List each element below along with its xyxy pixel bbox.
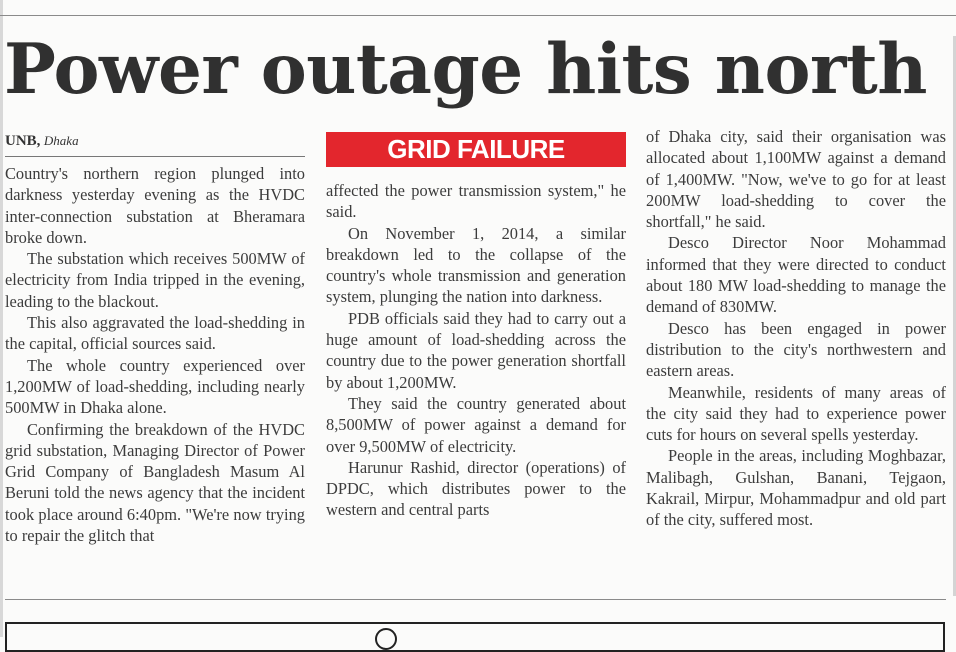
paragraph: Confirming the breakdown of the HVDC grid substation, Managing Director of Power Grid Company of Bangladesh Masum Al Beruni told the news agency that the incident took place around 6:40pm. "We're now trying to repair the glitch that xyxy=(5,419,305,546)
page-left-edge xyxy=(0,0,3,637)
bottom-rule xyxy=(5,599,946,600)
byline xyxy=(5,131,305,152)
paragraph: PDB officials said they had to carry out a huge amount of load-shedding across the country due to the power generation shortfall by about 1,200MW. xyxy=(326,308,626,392)
paragraph: of Dhaka city, said their organisation was allocated about 1,100MW against a demand of 1,400MW. "Now, we've to go for at least 200MW load-shedding to cover the shortfall," he said. xyxy=(646,127,946,232)
byline-city: Dhaka xyxy=(43,133,79,148)
paragraph: This also aggravated the load-shedding in the capital, official sources said. xyxy=(5,313,305,354)
circle-mark-icon xyxy=(375,628,397,650)
paragraph: People in the areas, including Moghbazar, Malibagh, Gulshan, Banani, Tejgaon, Kakrail, Mirpur, Mohammadpur and old part of the city, suffered most. xyxy=(646,446,946,530)
paragraph: Desco Director Noor Mohammad informed that they were directed to conduct about 180 MW load-shedding to manage the demand of 830MW. xyxy=(646,233,946,317)
article-column-3 xyxy=(646,126,946,531)
byline-agency: UNB, xyxy=(5,133,41,149)
paragraph: Meanwhile, residents of many areas of the city said they had to experience power cuts for hours on several spells yesterday. xyxy=(646,382,946,445)
paragraph: Harunur Rashid, director (operations) of DPDC, which distributes power to the western and central parts xyxy=(326,457,626,520)
article-column-1 xyxy=(5,163,305,546)
paragraph: affected the power transmission system," he said. xyxy=(326,181,626,222)
headline: Power outage hits north xyxy=(4,29,927,110)
paragraph: Country's northern region plunged into darkness yesterday evening as the HVDC inter-connection substation at Bheramara broke down. xyxy=(5,164,305,247)
article-column-2 xyxy=(326,180,626,521)
paragraph: Desco has been engaged in power distribution to the city's northwestern and eastern areas. xyxy=(646,318,946,381)
byline-rule xyxy=(5,156,305,157)
next-article-box xyxy=(5,622,945,652)
kicker-label: GRID FAILURE xyxy=(326,132,626,167)
paragraph: On November 1, 2014, a similar breakdown led to the collapse of the country's whole transmission and generation system, plunging the nation into darkness. xyxy=(326,223,626,307)
paragraph: The whole country experienced over 1,200MW of load-shedding, including nearly 500MW in Dhaka alone. xyxy=(5,355,305,418)
paragraph: They said the country generated about 8,500MW of power against a demand for over 9,500MW of electricity. xyxy=(326,393,626,456)
paragraph: The substation which receives 500MW of electricity from India tripped in the evening, leading to the blackout. xyxy=(5,249,305,311)
top-rule xyxy=(0,15,956,16)
